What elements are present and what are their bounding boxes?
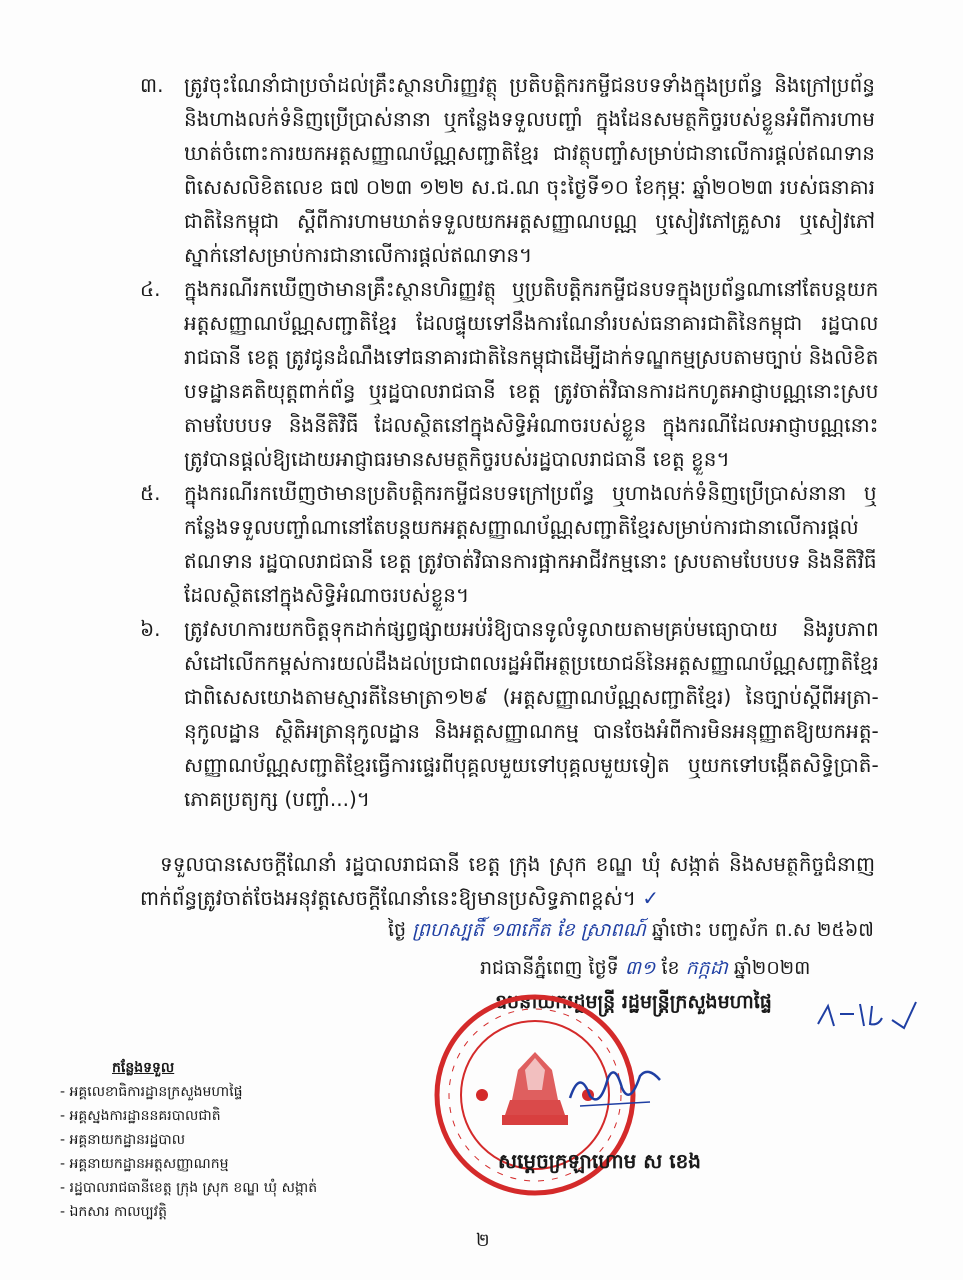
item-number: ៤. [140, 277, 161, 301]
recipient-item: - អគ្គស្នងការដ្ឋាននគរបាលជាតិ [60, 1108, 221, 1124]
text-line: ភោគប្រត្យក្ស (បញ្ចាំ...)។ [184, 787, 370, 811]
item-text [184, 272, 878, 476]
text-line: ត្រូវបានផ្តល់ឱ្យដោយអាជ្ញាធរមានសមត្ថកិច្ចរបស់រដ្ឋបាលរាជធានី ខេត្ត ខ្លួន។ [184, 447, 730, 471]
text-line: សញ្ញាណប័ណ្ណសញ្ជាតិខ្មែរធ្វើការផ្ទេរពីបុគ្គលមួយទៅបុគ្គលមួយទៀត ឬយកទៅបង្កើតសិទ្ធិប្រាតិ- [184, 753, 879, 777]
initials-signature-icon [810, 996, 920, 1036]
instruction-item-6 [140, 612, 879, 816]
initials-mark: ✓ [635, 886, 660, 910]
text-line: កន្លែងទទួលបញ្ចាំណានៅតែបន្តយកអត្តសញ្ញាណប័ណ្ណសញ្ជាតិខ្មែរសម្រាប់ការជានាលើការផ្តល់ [184, 515, 859, 539]
closing-line: ទទួលបានសេចក្តីណែនាំ រដ្ឋបាលរាជធានី ខេត្ត ក្រុង ស្រុក ខណ្ឌ ឃុំ សង្កាត់ និងសមត្ថកិច្ចជំនាញ [160, 852, 875, 876]
text-line: រាជធានី ខេត្ត ត្រូវជូនដំណឹងទៅធនាគារជាតិនៃកម្ពុជាដើម្បីដាក់ទណ្ឌកម្មស្របតាមច្បាប់ និងលិខិត [184, 345, 879, 369]
numbered-instructions [140, 68, 879, 816]
lunar-date-prefix: ថ្ងៃ [388, 919, 407, 941]
signatory-name: សម្តេចក្រឡាហោម ស ខេង [498, 1149, 701, 1173]
lunar-date-suffix: ឆ្នាំថោះ បញ្ចស័ក ព.ស ២៥៦៧ [651, 919, 874, 941]
closing-line [140, 881, 875, 915]
text-line: ក្នុងករណីរកឃើញថាមានគ្រឹះស្ថានហិរញ្ញវត្ថុ ឬប្រតិបត្តិករកម្ចីជនបទក្នុងប្រព័ន្ធណានៅតែបន្តយក [184, 277, 879, 301]
instruction-item-4 [140, 272, 879, 476]
text-line: តាមបែបបទ និងនីតិវិធី ដែលស្ថិតនៅក្នុងសិទ្ធិអំណាចរបស់ខ្លួន ក្នុងករណីដែលអាជ្ញាបណ្ណនោះ [184, 413, 879, 437]
item-text [184, 476, 877, 612]
solar-date-line [480, 956, 810, 984]
text-line: ត្រូវចុះណែនាំជាប្រចាំដល់គ្រឹះស្ថានហិរញ្ញវត្ថុ ប្រតិបត្តិករកម្ចីជនបទទាំងក្នុងប្រព័ន្ធ និងក្រៅប្រព័ន្ធ [184, 73, 875, 97]
recipient-item: - អគ្គនាយកដ្ឋានអត្តសញ្ញាណកម្ម [60, 1156, 229, 1172]
solar-day-handwritten: ៣១ [624, 957, 656, 979]
signatory-title: ឧបនាយករដ្ឋមន្ត្រី រដ្ឋមន្ត្រីក្រសួងមហាផ្ទៃ [495, 991, 772, 1013]
recipient-item: - អគ្គនាយកដ្ឋានរដ្ឋបាល [60, 1132, 186, 1148]
item-text [184, 68, 875, 272]
instruction-item-3 [140, 68, 875, 272]
recipient-item: - អគ្គលេខាធិការដ្ឋានក្រសួងមហាផ្ទៃ [60, 1084, 243, 1100]
text-line: ជាតិនៃកម្ពុជា ស្តីពីការហាមឃាត់ទទួលយកអត្តសញ្ញាណបណ្ណ ឬសៀវភៅគ្រួសារ ឬសៀវភៅ [184, 209, 875, 233]
closing-paragraph [140, 847, 875, 915]
lunar-date-line [388, 918, 874, 946]
text-line: ក្នុងករណីរកឃើញថាមានប្រតិបត្តិករកម្ចីជនបទក្រៅប្រព័ន្ធ ឬហាងលក់ទំនិញប្រើប្រាស់នានា ឬ [184, 481, 877, 505]
text-line: ត្រូវសហការយកចិត្តទុកដាក់ផ្សព្វផ្សាយអប់រំឱ្យបានទូលំទូលាយតាមគ្រប់មធ្យោបាយ និងរូបភាព [184, 617, 879, 641]
item-text [184, 612, 879, 816]
item-number: ៥. [140, 481, 161, 505]
solar-date-suffix: ឆ្នាំ២០២៣ [733, 957, 811, 979]
text-line: ជាពិសេសយោងតាមស្មារតីនៃមាត្រា១២៩ (អត្តសញ្ញាណប័ណ្ណសញ្ជាតិខ្មែរ) នៃច្បាប់ស្តីពីអត្រា- [184, 685, 879, 709]
recipient-item: - ឯកសារ កាលប្បវត្តិ [60, 1204, 167, 1220]
text-line: បទដ្ឋានគតិយុត្តពាក់ព័ន្ធ ឬរដ្ឋបាលរាជធានី ខេត្ត ត្រូវចាត់វិធានការដកហូតអាជ្ញាបណ្ណនោះស្រប [184, 379, 879, 403]
page-number: ២ [476, 1230, 490, 1251]
solar-month-prefix: ខែ [661, 957, 680, 979]
item-number: ៣. [140, 73, 164, 97]
recipients-list [60, 1056, 317, 1224]
text-line: សំដៅលើកកម្ពស់ការយល់ដឹងដល់ប្រជាពលរដ្ឋអំពីអត្ថប្រយោជន៍នៃអត្តសញ្ញាណប័ណ្ណសញ្ជាតិខ្មែរ [184, 651, 879, 675]
solar-month-handwritten: កក្កដា [685, 957, 728, 979]
solar-date-prefix: រាជធានីភ្នំពេញ ថ្ងៃទី [480, 957, 619, 979]
recipients-heading: កន្លែងទទួល [112, 1060, 175, 1076]
lunar-date-handwritten: ព្រហស្បតិ៍ ១៣កើត ខែ ស្រាពណ៍ [412, 919, 646, 941]
text-line: អត្តសញ្ញាណប័ណ្ណសញ្ជាតិខ្មែរ ដែលផ្ទុយទៅនឹងការណែនាំរបស់ធនាគារជាតិនៃកម្ពុជា រដ្ឋបាល [184, 311, 879, 335]
text-line: ស្នាក់នៅសម្រាប់ការជានាលើការផ្តល់ឥណទាន។ [184, 243, 533, 267]
handwritten-signature-icon [560, 1058, 670, 1118]
closing-text: ពាក់ព័ន្ធត្រូវចាត់ចែងអនុវត្តសេចក្តីណែនាំនេះឱ្យមានប្រសិទ្ធភាពខ្ពស់។ [140, 886, 636, 910]
recipient-item: - រដ្ឋបាលរាជធានីខេត្ត ក្រុង ស្រុក ខណ្ឌ ឃុំ សង្កាត់ [60, 1180, 318, 1196]
text-line: ដែលស្ថិតនៅក្នុងសិទ្ធិអំណាចរបស់ខ្លួន។ [184, 583, 470, 607]
text-line: នុកូលដ្ឋាន ស្ថិតិអត្រានុកូលដ្ឋាន និងអត្តសញ្ញាណកម្ម បានចែងអំពីការមិនអនុញ្ញាតឱ្យយកអត្ត- [184, 719, 879, 743]
text-line: ពិសេសលិខិតលេខ ធ៧ ០២៣ ១២២ ស.ជ.ណ ចុះថ្ងៃទី១០ ខែកុម្ភៈ ឆ្នាំ២០២៣ របស់ធនាគារ [184, 175, 875, 199]
instruction-item-5 [140, 476, 875, 612]
item-number: ៦. [140, 617, 161, 641]
text-line: ឥណទាន រដ្ឋបាលរាជធានី ខេត្ត ត្រូវចាត់វិធានការផ្អាកអាជីវកម្មនោះ ស្របតាមបែបបទ និងនីតិវិធី [184, 549, 877, 573]
text-line: និងហាងលក់ទំនិញប្រើប្រាស់នានា ឬកន្លែងទទួលបញ្ចាំ ក្នុងដែនសមត្ថកិច្ចរបស់ខ្លួនអំពីការហាម [184, 107, 875, 131]
text-line: ឃាត់ចំពោះការយកអត្តសញ្ញាណប័ណ្ណសញ្ជាតិខ្មែរ ជាវត្ថុបញ្ចាំសម្រាប់ជានាលើការផ្តល់ឥណទាន [184, 141, 875, 165]
